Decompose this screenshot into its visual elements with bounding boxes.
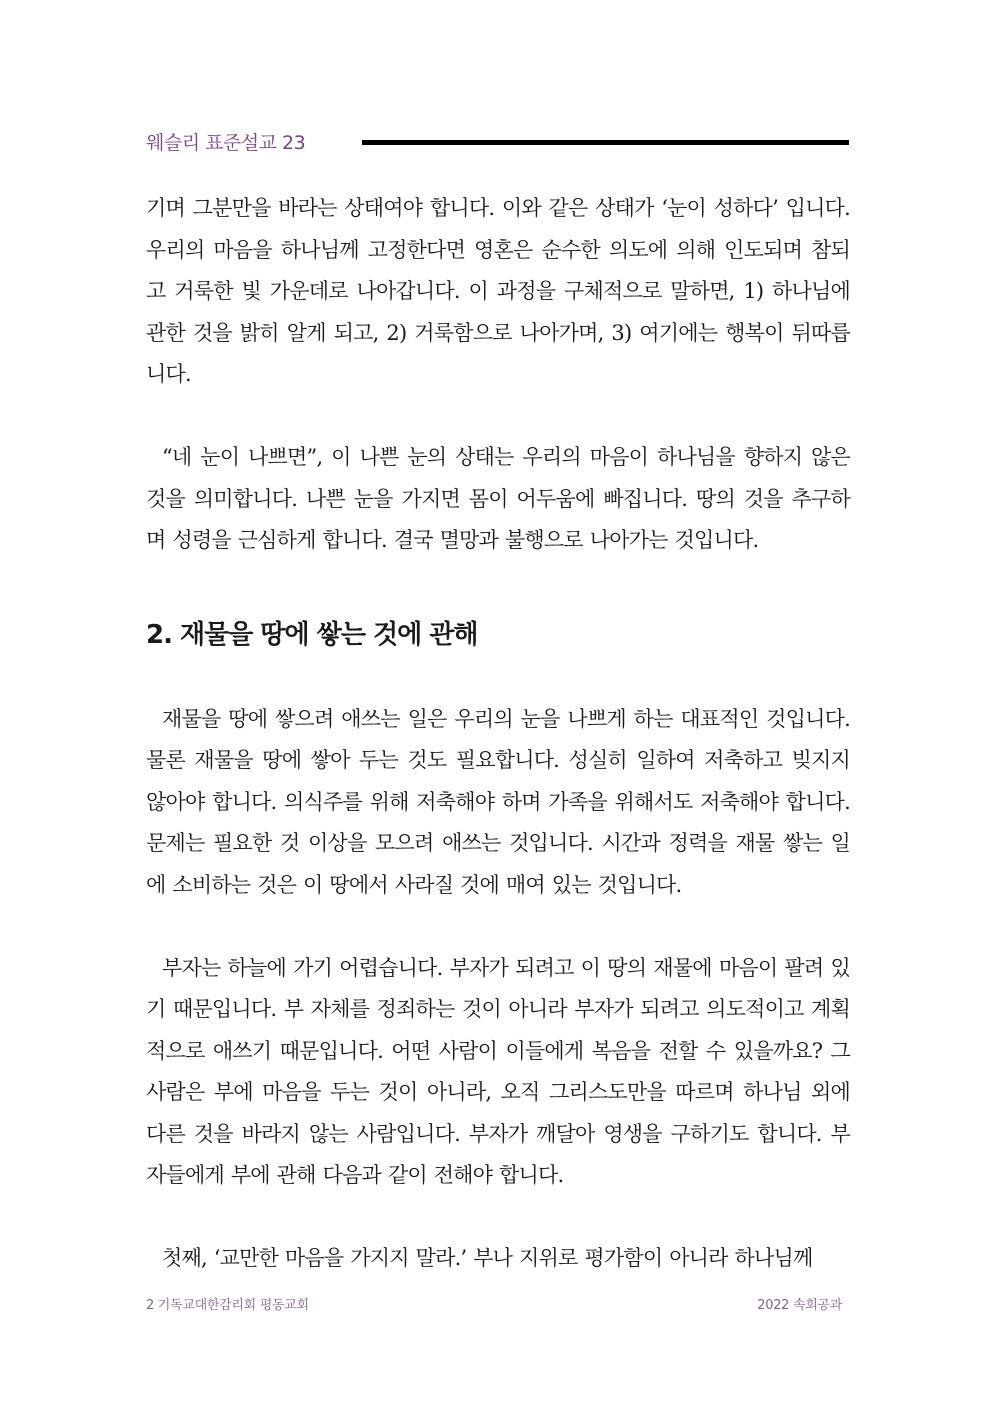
page-content <box>146 188 850 1280</box>
paragraph-gap <box>146 1197 850 1239</box>
paragraph-gap <box>146 396 850 438</box>
paragraph-gap <box>146 906 850 948</box>
body-paragraph: “네 눈이 나쁘면”, 이 나쁜 눈의 상태는 우리의 마음이 하나님을 향하지 않은 것을 의미합니다. 나쁜 눈을 가지면 몸이 어두움에 빠집니다. 땅의 것을 추구하며 성령을 근심하게 합니다. 결국 멸망과 불행으로 나아가는 것입니다. <box>146 445 850 552</box>
body-paragraph: 기며 그분만을 바라는 상태여야 합니다. 이와 같은 상태가 ‘눈이 성하다’ 입니다. 우리의 마음을 하나님께 고정한다면 영혼은 순수한 의도에 의해 인도되며 참되고 거룩한 빛 가운데로 나아갑니다. 이 과정을 구체적으로 말하면, 1) 하나님에 관한 것을 밝히 알게 되고, 2) 거룩함으로 나아가며, 3) 여기에는 행복이 뒤따릅니다. <box>146 196 850 386</box>
body-paragraph: 재물을 땅에 쌓으려 애쓰는 일은 우리의 눈을 나쁘게 하는 대표적인 것입니다. 물론 재물을 땅에 쌓아 두는 것도 필요합니다. 성실히 일하여 저축하고 빚지지 않아야 합니다. 의식주를 위해 저축해야 하며 가족을 위해서도 저축해야 합니다. 문제는 필요한 것 이상을 모으려 애쓰는 것입니다. 시간과 정력을 재물 쌓는 일에 소비하는 것은 이 땅에서 사라질 것에 매여 있는 것입니다. <box>146 706 850 897</box>
paragraph-gap <box>146 562 850 604</box>
header-rule <box>362 140 849 145</box>
paragraph-gap <box>146 657 850 699</box>
footer-church-name: 2 기독교대한감리회 평동교회 <box>146 1298 309 1313</box>
section-heading: 2. 재물을 땅에 쌓는 것에 관해 <box>146 620 478 650</box>
body-paragraph: 부자는 하늘에 가기 어렵습니다. 부자가 되려고 이 땅의 재물에 마음이 팔려 있기 때문입니다. 부 자체를 정죄하는 것이 아니라 부자가 되려고 의도적이고 계획적으로 애쓰기 때문입니다. 어떤 사람이 이들에게 복음을 전할 수 있을까요? 그 사람은 부에 마음을 두는 것이 아니라, 오직 그리스도만을 따르며 하나님 외에 다른 것을 바라지 않는 사람입니다. 부자가 깨달아 영생을 구하기도 합니다. 부자들에게 부에 관해 다음과 같이 전해야 합니다. <box>146 955 850 1187</box>
footer-publication: 2022 속회공과 <box>757 1298 842 1313</box>
body-paragraph: 첫째, ‘교만한 마음을 가지지 말라.’ 부나 지위로 평가함이 아니라 하나님께 <box>162 1246 813 1270</box>
running-header-title: 웨슬리 표준설교 23 <box>146 132 306 154</box>
